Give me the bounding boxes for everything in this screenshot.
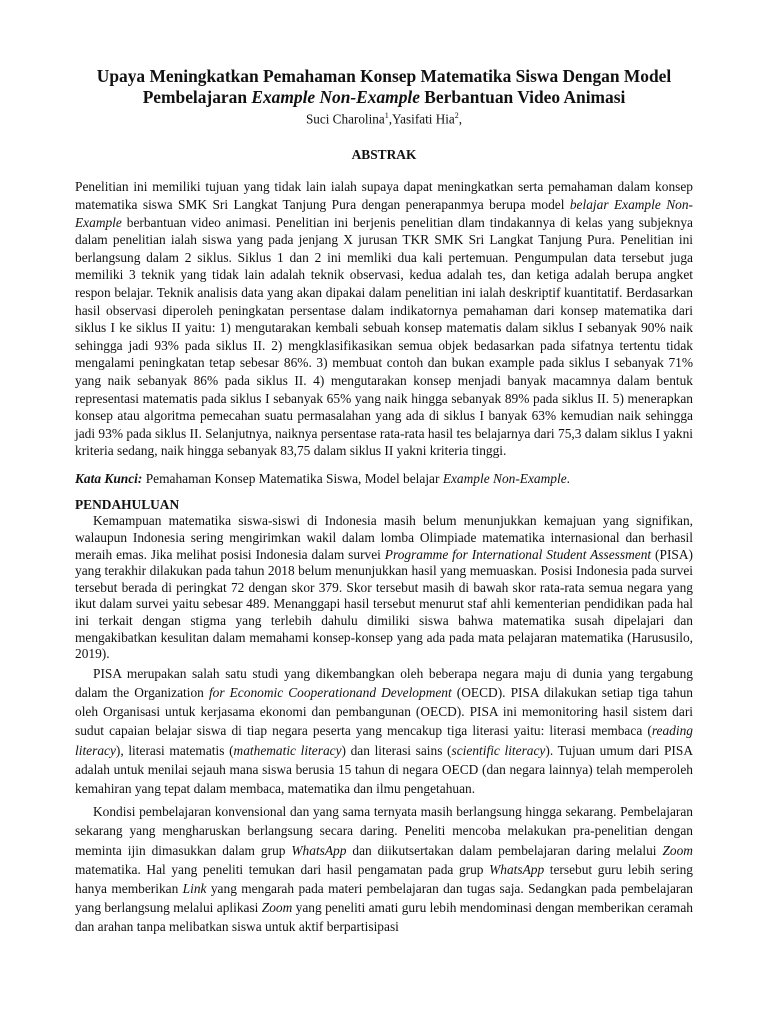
author-2: ,Yasifati Hia [388, 111, 455, 127]
keywords-label: Kata Kunci: [75, 470, 143, 486]
paragraph-italic: reading literacy [75, 723, 693, 758]
title-line-2-start: Pembelajaran [142, 87, 252, 107]
keywords [75, 470, 695, 488]
paragraph-italic: Programme for International Student Assessment [384, 546, 652, 562]
paragraph-text: dan diikutsertakan dalam pembelajaran daring melalui [346, 842, 663, 858]
keywords-italic: Example Non-Example [442, 470, 567, 486]
paragraph-text: Kondisi pembelajaran konvensional dan yang sama ternyata masih berlangsung hingga sekarang. Pembelajaran sekarang yang mengharuskan berlangsung secara daring. Peneliti mencoba melakukan pra-penelitian dengan meminta ijin dimasukkan dalam grup [75, 804, 693, 858]
intro-paragraph-1 [75, 513, 693, 662]
author-1-affiliation: 1 [384, 111, 389, 120]
paragraph-text: tersebut guru lebih sering hanya memberikan [75, 861, 694, 897]
keywords-end: . [566, 470, 570, 486]
paragraph-text: ), literasi matematis ( [115, 742, 234, 758]
paragraph-italic: WhatsApp [489, 861, 545, 877]
abstract-text-1: Penelitian ini memiliki tujuan yang tidak lain ialah supaya dapat meningkatkan serta pemahaman dalam konsep matematika siswa SMK Sri Langkat Tanjung Pura dengan penerapanmya berupa model [75, 179, 693, 212]
section-heading-introduction: PENDAHULUAN [75, 497, 180, 513]
paragraph-italic: mathematic literacy [233, 742, 342, 758]
paragraph-text: yang peneliti amati guru lebih mendominasi dengan memberikan ceramah dan arahan tanpa melibatkan siswa untuk aktif berpartisipasi [75, 900, 693, 935]
abstract-heading: ABSTRAK [351, 147, 417, 163]
title-line-1: Upaya Meningkatkan Pemahaman Konsep Matematika Siswa Dengan Model [96, 66, 672, 86]
keywords-text: Pemahaman Konsep Matematika Siswa, Model belajar [142, 470, 443, 486]
intro-paragraph-2 [75, 664, 693, 798]
abstract-text-2: berbantuan video animasi. Penelitian ini berjenis penelitian dlam tindakannya di kelas yang subjeknya dalam penelitian ialah siswa yang pada jenjang X jurusan TKR SMK Sri Langkat Tanjung Pura. Penelitian ini berlangsung dalam 2 siklus. Siklus 1 dan 2 ini memliki dua kali pertemuan. Pengumpulan data tersebut juga memiliki 3 teknik yang tidak lain adalah teknik observasi, kedua adalah tes, dan ketiga adalah berupa angket respon belajar. Teknik analisis data yang akan dipakai dalam penelitian ini ialah deskriptif kuantitatif. Berdasarkan hasil observasi diperoleh peningkatan persentase dalam indikatornya pemahaman dari konsep matematika dari siklus I ke siklus II yaitu: 1) mengutarakan kembali sebuah konsep matematis dalam siklus I sebanyak 90% naik sehingga jadi 93% pada siklus II. 2) mengklasifikasikan semua objek bedasarkan pada sifatnya tertentu tidak mengalami peningkatan tetap sebesar 86%. 3) membuat contoh dan bukan example pada siklus I sebanyak 71% yang naik sebanyak 86% pada siklus II. 4) mengutarakan konsep menjadi banyak macamnya dalam bentuk representasi matematis pada siklus I sebanyak 65% yang naik hingga sebanyak 89% pada siklus II. 5) menerapkan konsep atau algoritma pemecahan suatu permasalahan yang ada di siklus I banyak 63% kemudian naik sehingga jadi 93% pada siklus II. Selanjutnya, naiknya persentase rata-rata hasil tes belajarnya dari 75,3 dalam siklus I yakni kriteria sedang, naik hingga sebanyak 83,75 dalam siklus II yakni kriteria tinggi. [75, 214, 694, 459]
paragraph-italic: scientific literacy [451, 742, 546, 758]
paragraph-text: Kemampuan matematika siswa-siswi di Indonesia masih belum menunjukkan kemajuan yang signifikan, walaupun Indonesia sering mengirimkan wakil dalam lomba Olimpiade matematika internasional dan berhasil meraih emas. Jika melihat posisi Indonesia dalam survei [75, 513, 693, 562]
paragraph-italic: Zoom [261, 900, 293, 916]
paragraph-italic: Link [182, 881, 207, 897]
author-1: Suci Charolina [305, 111, 385, 127]
paragraph-text: ). Tujuan umum dari PISA adalah untuk menilai sejauh mana siswa berusia 15 tahun di negara OECD (dan negara lainnya) telah memperoleh kemahiran yang tepat dalam membaca, matematika dan ilmu pengetahuan. [75, 742, 693, 797]
paragraph-text: matematika. Hal yang peneliti temukan dari hasil pengamatan pada grup [75, 861, 490, 877]
author-2-affiliation: 2 [454, 111, 459, 120]
paragraph-text: ) dan literasi sains ( [341, 742, 452, 758]
author-list [73, 111, 695, 127]
paragraph-text: (PISA) yang terakhir dilakukan pada tahun 2018 belum menunjukkan hasil yang memuaskan. Posisi Indonesia pada survei tersebut berada di peringkat 72 dengan skor 379. Skor tersebut masih di bawah skor rata-rata semua negara yang ikut dalam survei yaitu sebesar 489. Menanggapi hasil tersebut menurut staf ahli kementerian pendidikan pada hal ini terkait dengan stigma yang terlebih dahulu dimiliki siswa bahwa matematika susah dipelajari dan mengakibatkan kesulitan dalam memahami konsep-konsep yang ada pada mata pelajaran matematika (Harususilo, 2019). [75, 546, 693, 662]
author-list-trail: , [458, 111, 463, 127]
abstract-italic-1: belajar Example Non-Example [75, 196, 693, 230]
abstract-body [75, 178, 693, 460]
paragraph-italic: for Economic Cooperationand Development [208, 685, 452, 701]
paragraph-text: PISA merupakan salah satu studi yang dikembangkan oleh beberapa negara maju di dunia yang tergabung dalam the Organization [75, 665, 693, 701]
title-line-2-end: Berbantuan Video Animasi [419, 87, 626, 107]
paragraph-italic: WhatsApp [291, 842, 347, 858]
title-line-2-italic: Example Non-Example [251, 87, 420, 107]
intro-paragraph-3 [75, 802, 693, 936]
paragraph-text: yang mengarah pada materi pembelajaran dan tugas saja. Sedangkan pada pembelajaran yang berlangsung melalui aplikasi [75, 881, 693, 916]
paragraph-text: (OECD). PISA dilakukan setiap tiga tahun oleh Organisasi untuk kerjasama ekonomi dan pembangunan (OECD). PISA ini memonitoring hasil sistem dari sudut capaian belajar siswa di tiap negara peserta yang mencakup tiga literasi yaitu: literasi membaca ( [75, 685, 693, 739]
paper-title [73, 66, 695, 108]
paragraph-italic: Zoom [662, 842, 693, 858]
